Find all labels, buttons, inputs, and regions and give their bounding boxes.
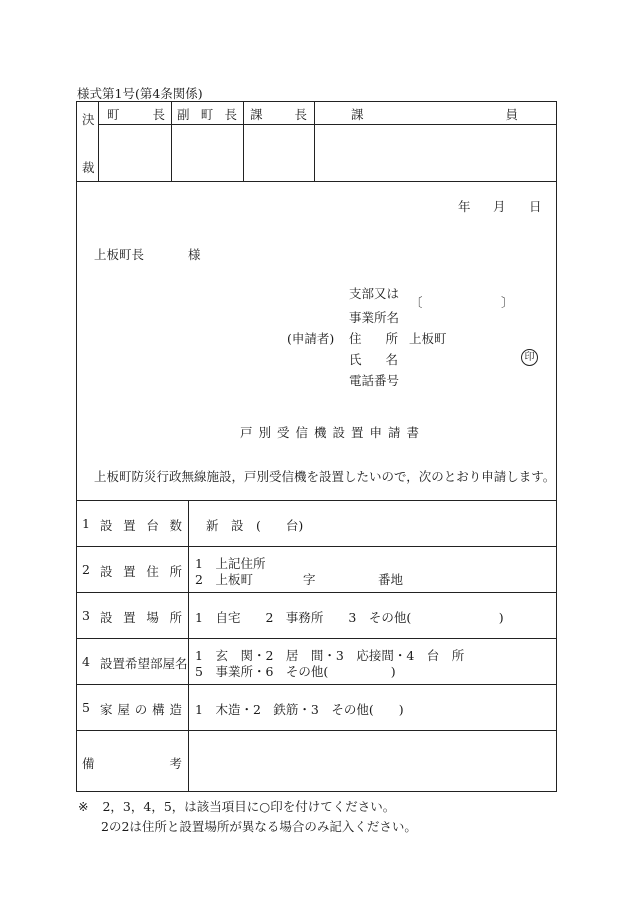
row-content-house-structure: 1 木造・2 鉄筋・3 その他( ) (195, 702, 404, 717)
approval-char: 長 (224, 107, 237, 122)
row-label-char: 数 (169, 518, 182, 533)
row-label-char: 置 (123, 564, 136, 579)
row-content-install-address-line1: 1 上記住所 (195, 556, 266, 571)
row-label-char: 台 (146, 518, 159, 533)
application-form (76, 101, 557, 792)
form-number: 様式第1号(第4条関係) (77, 86, 203, 101)
approval-side-label-bottom: 裁 (82, 160, 95, 175)
row-label-char: 住 (146, 564, 159, 579)
row-label-char: 備 (82, 756, 95, 771)
row-divider-4 (76, 684, 557, 685)
approval-char: 町 (200, 107, 214, 122)
note-line2: 2の2は住所と設置場所が異なる場合のみ記入ください。 (101, 819, 417, 834)
approval-char: 課 (250, 107, 263, 122)
row-content-unit-count: 新 設 ( 台) (206, 518, 304, 533)
row-label-char: の (134, 702, 148, 717)
approval-header-divider (98, 124, 556, 125)
name-label-char: 名 (385, 352, 398, 367)
note-text: 2，3，4，5，は該当項目に○印を付けてください。 (102, 799, 396, 814)
note-mark: ※ (78, 799, 89, 814)
row-divider-5 (76, 730, 557, 731)
address-value: 上板町 (409, 331, 447, 346)
approval-col-divider-0 (98, 101, 99, 181)
note-line1 (78, 797, 395, 815)
row-divider-2 (76, 592, 557, 593)
row-label-char: 設 (100, 610, 113, 625)
approval-char: 町 (107, 107, 120, 122)
application-statement: 上板町防災行政無線施設，戸別受信機を設置したいので，次のとおり申請します。 (94, 469, 556, 484)
address-label-char: 所 (385, 331, 398, 346)
bracket-close: 〕 (501, 295, 514, 310)
row-label-house-structure (100, 700, 182, 718)
phone-label: 電話番号 (349, 373, 400, 388)
row-number: 1 (82, 516, 90, 531)
row-number: 3 (82, 608, 90, 623)
approval-char: 員 (505, 107, 518, 122)
row-label-char: 設 (100, 518, 113, 533)
name-label-char: 氏 (349, 352, 362, 367)
date-day-label: 日 (529, 199, 542, 214)
row-label-char: 考 (169, 756, 182, 771)
row-label-unit-count (100, 516, 182, 534)
name-label (349, 350, 398, 368)
row-divider-1 (76, 546, 557, 547)
approval-col-deputy-mayor (177, 105, 237, 123)
branch-label-line2: 事業所名 (349, 310, 400, 325)
row-label-install-location (100, 608, 182, 626)
approval-col-mayor (107, 105, 165, 123)
form-title: 戸別受信機設置申請書 (240, 425, 426, 440)
row-content-room-name-line2: 5 事業所・6 その他( ) (195, 664, 396, 679)
address-label (349, 329, 398, 347)
row-content-room-name-line1: 1 玄 関・2 居 間・3 応接間・4 台 所 (195, 648, 465, 663)
row-label-char: 設 (100, 564, 113, 579)
approval-col-divider-1 (171, 101, 172, 181)
row-label-room-name: 設置希望部屋名 (100, 656, 188, 671)
row-label-char: 場 (146, 610, 159, 625)
approval-char: 課 (351, 107, 364, 122)
approval-char: 副 (177, 107, 190, 122)
branch-label-line1: 支部又は (349, 286, 400, 301)
row-label-char: 家 (100, 702, 113, 717)
row-label-remarks (82, 754, 182, 772)
approval-section-divider (76, 181, 557, 182)
row-label-char: 置 (123, 518, 136, 533)
addressee: 上板町長 (94, 247, 145, 262)
row-number: 4 (82, 654, 90, 669)
row-label-char: 所 (169, 610, 182, 625)
honorific: 様 (188, 247, 201, 262)
approval-col-divider-2 (243, 101, 244, 181)
applicant-label: (申請者) (287, 331, 335, 346)
approval-col-section-staff (351, 105, 518, 123)
table-top-divider (76, 500, 557, 501)
approval-col-section-chief (250, 105, 307, 123)
bracket-open: 〔 (410, 295, 423, 310)
date-year-label: 年 (458, 199, 471, 214)
row-content-install-location: 1 自宅 2 事務所 3 その他( ) (195, 610, 504, 625)
address-label-char: 住 (349, 331, 362, 346)
approval-char: 長 (294, 107, 307, 122)
approval-char: 長 (152, 107, 165, 122)
row-label-char: 造 (169, 702, 182, 717)
row-divider-3 (76, 638, 557, 639)
seal-mark: 印 (521, 349, 538, 366)
row-label-char: 屋 (117, 702, 130, 717)
date-month-label: 月 (493, 199, 506, 214)
table-label-divider (188, 500, 189, 792)
row-label-char: 所 (169, 564, 182, 579)
approval-side-label-top: 決 (82, 112, 95, 127)
row-label-char: 置 (123, 610, 136, 625)
row-label-install-address (100, 562, 182, 580)
approval-col-divider-3 (314, 101, 315, 181)
row-label-char: 構 (152, 702, 165, 717)
row-number: 2 (82, 562, 90, 577)
row-number: 5 (82, 700, 90, 715)
row-content-install-address-line2: 2 上板町 字 番地 (195, 572, 403, 587)
